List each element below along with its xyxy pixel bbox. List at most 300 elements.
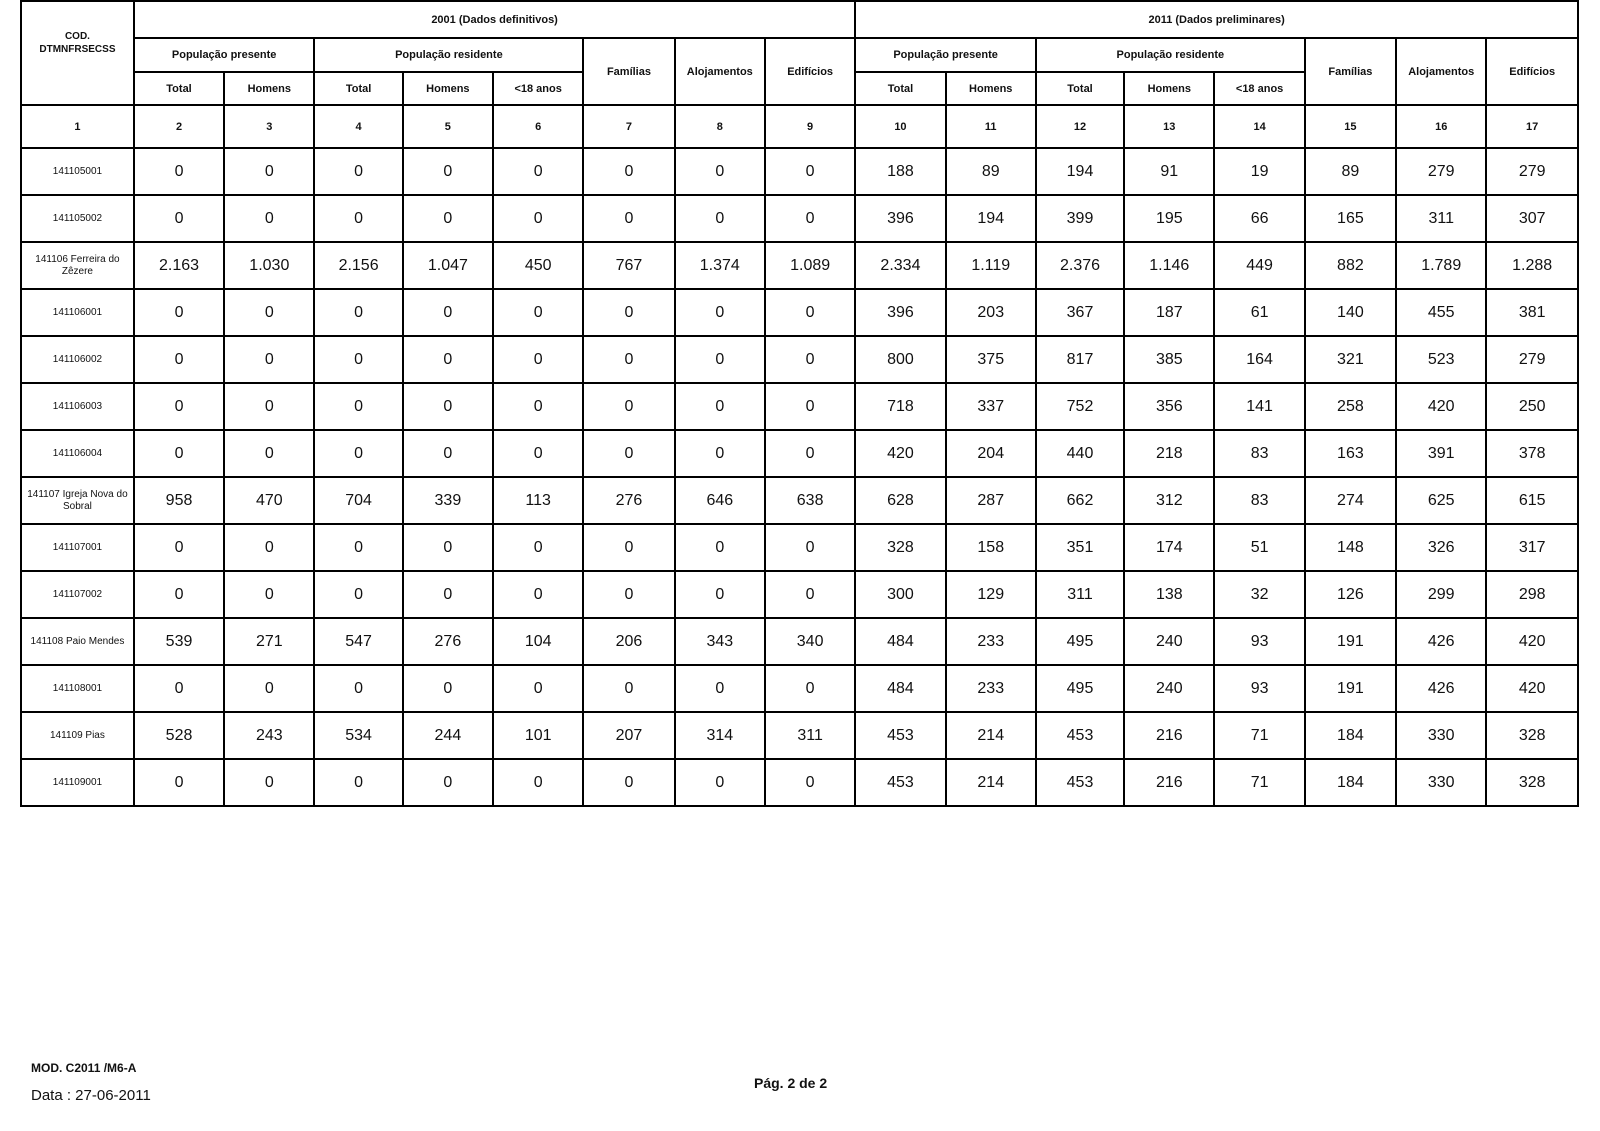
value-cell: 767: [583, 242, 674, 289]
value-cell: 1.374: [675, 242, 765, 289]
value-cell: 0: [765, 665, 855, 712]
value-cell: 381: [1486, 289, 1578, 336]
column-number-cell: 10: [855, 105, 945, 148]
value-cell: 0: [224, 195, 314, 242]
year-2011-header: 2011 (Dados preliminares): [855, 1, 1578, 38]
table-row: [21, 665, 1578, 712]
value-cell: 0: [675, 571, 765, 618]
value-cell: 216: [1124, 759, 1214, 806]
value-cell: 206: [583, 618, 674, 665]
cod-cell: 141107002: [21, 571, 134, 618]
census-table: [20, 0, 1579, 807]
column-number-cell: 4: [314, 105, 402, 148]
value-cell: 51: [1214, 524, 1304, 571]
table-row: [21, 289, 1578, 336]
value-cell: 0: [314, 524, 402, 571]
value-cell: 0: [765, 148, 855, 195]
value-cell: 330: [1396, 712, 1486, 759]
value-cell: 83: [1214, 430, 1304, 477]
table-row: [21, 430, 1578, 477]
value-cell: 317: [1486, 524, 1578, 571]
value-cell: 351: [1036, 524, 1124, 571]
value-cell: 2.156: [314, 242, 402, 289]
value-cell: 638: [765, 477, 855, 524]
value-cell: 0: [765, 195, 855, 242]
value-cell: 244: [403, 712, 493, 759]
value-cell: 271: [224, 618, 314, 665]
value-cell: 426: [1396, 665, 1486, 712]
cod-cell: 141106003: [21, 383, 134, 430]
value-cell: 0: [493, 430, 583, 477]
edificios-2011-header: Edifícios: [1486, 38, 1578, 105]
column-number-cell: 11: [946, 105, 1036, 148]
value-cell: 375: [946, 336, 1036, 383]
table-row: [21, 759, 1578, 806]
value-cell: 307: [1486, 195, 1578, 242]
value-cell: 420: [1486, 665, 1578, 712]
value-cell: 0: [134, 524, 224, 571]
cod-cell: 141106004: [21, 430, 134, 477]
table-row: [21, 383, 1578, 430]
value-cell: 174: [1124, 524, 1214, 571]
value-cell: 93: [1214, 618, 1304, 665]
column-number-cell: 16: [1396, 105, 1486, 148]
column-number-cell: 1: [21, 105, 134, 148]
value-cell: 625: [1396, 477, 1486, 524]
value-cell: 1.288: [1486, 242, 1578, 289]
value-cell: 328: [1486, 759, 1578, 806]
cod-column-header: [21, 1, 134, 105]
value-cell: 0: [403, 524, 493, 571]
value-cell: 279: [1396, 148, 1486, 195]
value-cell: 0: [675, 759, 765, 806]
value-cell: 340: [765, 618, 855, 665]
value-cell: 0: [583, 571, 674, 618]
cod-cell: 141107001: [21, 524, 134, 571]
residente-total-2011-header: Total: [1036, 72, 1124, 105]
cod-cell: 141106 Ferreira do Zêzere: [21, 242, 134, 289]
value-cell: 204: [946, 430, 1036, 477]
page-number: Pág. 2 de 2: [754, 1075, 828, 1091]
value-cell: 0: [224, 430, 314, 477]
value-cell: 311: [1396, 195, 1486, 242]
value-cell: 0: [583, 430, 674, 477]
value-cell: 495: [1036, 618, 1124, 665]
presente-total-2001-header: Total: [134, 72, 224, 105]
report-date: Data : 27-06-2011: [31, 1087, 151, 1104]
value-cell: 0: [493, 148, 583, 195]
value-cell: 240: [1124, 665, 1214, 712]
value-cell: 326: [1396, 524, 1486, 571]
value-cell: 0: [224, 336, 314, 383]
value-cell: 396: [855, 289, 945, 336]
value-cell: 523: [1396, 336, 1486, 383]
cod-cell: 141109 Pias: [21, 712, 134, 759]
value-cell: 420: [1486, 618, 1578, 665]
value-cell: 298: [1486, 571, 1578, 618]
residente-homens-2001-header: Homens: [403, 72, 493, 105]
value-cell: 0: [493, 524, 583, 571]
value-cell: 279: [1486, 148, 1578, 195]
value-cell: 191: [1305, 618, 1396, 665]
table-row: [21, 336, 1578, 383]
value-cell: 321: [1305, 336, 1396, 383]
cod-cell: 141108001: [21, 665, 134, 712]
value-cell: 0: [675, 148, 765, 195]
value-cell: 958: [134, 477, 224, 524]
value-cell: 0: [583, 148, 674, 195]
value-cell: 356: [1124, 383, 1214, 430]
value-cell: 0: [403, 665, 493, 712]
table-body: [21, 148, 1578, 806]
value-cell: 547: [314, 618, 402, 665]
value-cell: 194: [946, 195, 1036, 242]
value-cell: 207: [583, 712, 674, 759]
value-cell: 83: [1214, 477, 1304, 524]
value-cell: 187: [1124, 289, 1214, 336]
value-cell: 0: [765, 430, 855, 477]
value-cell: 0: [765, 289, 855, 336]
value-cell: 104: [493, 618, 583, 665]
column-number-cell: 14: [1214, 105, 1304, 148]
value-cell: 19: [1214, 148, 1304, 195]
cod-code-label: DTMNFRSECSS: [39, 44, 116, 55]
value-cell: 534: [314, 712, 402, 759]
column-number-cell: 5: [403, 105, 493, 148]
table-row: [21, 477, 1578, 524]
value-cell: 0: [675, 289, 765, 336]
presente-total-2011-header: Total: [855, 72, 945, 105]
column-number-cell: 2: [134, 105, 224, 148]
value-cell: 0: [583, 289, 674, 336]
value-cell: 391: [1396, 430, 1486, 477]
value-cell: 455: [1396, 289, 1486, 336]
value-cell: 0: [314, 383, 402, 430]
value-cell: 89: [946, 148, 1036, 195]
table-row: [21, 148, 1578, 195]
value-cell: 1.089: [765, 242, 855, 289]
value-cell: 704: [314, 477, 402, 524]
model-code: MOD. C2011 /M6-A: [31, 1061, 137, 1075]
value-cell: 2.334: [855, 242, 945, 289]
value-cell: 0: [403, 289, 493, 336]
value-cell: 339: [403, 477, 493, 524]
value-cell: 800: [855, 336, 945, 383]
value-cell: 0: [224, 289, 314, 336]
value-cell: 0: [314, 430, 402, 477]
value-cell: 539: [134, 618, 224, 665]
value-cell: 440: [1036, 430, 1124, 477]
value-cell: 0: [493, 383, 583, 430]
value-cell: 2.163: [134, 242, 224, 289]
value-cell: 0: [224, 524, 314, 571]
alojamentos-2001-header: Alojamentos: [675, 38, 765, 105]
value-cell: 1.146: [1124, 242, 1214, 289]
value-cell: 0: [314, 571, 402, 618]
value-cell: 0: [314, 759, 402, 806]
column-number-cell: 15: [1305, 105, 1396, 148]
value-cell: 662: [1036, 477, 1124, 524]
value-cell: 311: [1036, 571, 1124, 618]
alojamentos-2011-header: Alojamentos: [1396, 38, 1486, 105]
presente-homens-2011-header: Homens: [946, 72, 1036, 105]
value-cell: 1.119: [946, 242, 1036, 289]
cod-cell: 141109001: [21, 759, 134, 806]
value-cell: 279: [1486, 336, 1578, 383]
value-cell: 71: [1214, 759, 1304, 806]
pop-presente-2001-header: População presente: [134, 38, 315, 72]
value-cell: 453: [1036, 712, 1124, 759]
value-cell: 66: [1214, 195, 1304, 242]
residente-menores-2001-header: <18 anos: [493, 72, 583, 105]
value-cell: 0: [675, 195, 765, 242]
value-cell: 0: [224, 759, 314, 806]
column-number-cell: 8: [675, 105, 765, 148]
column-number-cell: 13: [1124, 105, 1214, 148]
value-cell: 0: [675, 383, 765, 430]
value-cell: 0: [134, 759, 224, 806]
value-cell: 718: [855, 383, 945, 430]
value-cell: 484: [855, 618, 945, 665]
edificios-2001-header: Edifícios: [765, 38, 855, 105]
value-cell: 0: [675, 336, 765, 383]
value-cell: 453: [855, 712, 945, 759]
value-cell: 0: [134, 336, 224, 383]
value-cell: 385: [1124, 336, 1214, 383]
column-number-cell: 12: [1036, 105, 1124, 148]
value-cell: 276: [583, 477, 674, 524]
value-cell: 0: [583, 759, 674, 806]
value-cell: 0: [583, 524, 674, 571]
value-cell: 0: [314, 148, 402, 195]
value-cell: 1.047: [403, 242, 493, 289]
value-cell: 453: [1036, 759, 1124, 806]
value-cell: 484: [855, 665, 945, 712]
value-cell: 32: [1214, 571, 1304, 618]
value-cell: 337: [946, 383, 1036, 430]
value-cell: 628: [855, 477, 945, 524]
value-cell: 0: [134, 430, 224, 477]
value-cell: 1.030: [224, 242, 314, 289]
value-cell: 164: [1214, 336, 1304, 383]
value-cell: 300: [855, 571, 945, 618]
value-cell: 188: [855, 148, 945, 195]
value-cell: 91: [1124, 148, 1214, 195]
value-cell: 250: [1486, 383, 1578, 430]
pop-residente-2001-header: População residente: [314, 38, 583, 72]
table-row: [21, 712, 1578, 759]
value-cell: 752: [1036, 383, 1124, 430]
value-cell: 214: [946, 712, 1036, 759]
value-cell: 0: [675, 430, 765, 477]
value-cell: 0: [675, 524, 765, 571]
column-number-cell: 7: [583, 105, 674, 148]
table-row: [21, 618, 1578, 665]
table-row: [21, 571, 1578, 618]
value-cell: 0: [403, 571, 493, 618]
residente-total-2001-header: Total: [314, 72, 402, 105]
value-cell: 0: [765, 524, 855, 571]
cod-cell: 141106002: [21, 336, 134, 383]
value-cell: 0: [583, 336, 674, 383]
residente-homens-2011-header: Homens: [1124, 72, 1214, 105]
value-cell: 399: [1036, 195, 1124, 242]
value-cell: 89: [1305, 148, 1396, 195]
value-cell: 0: [403, 336, 493, 383]
value-cell: 299: [1396, 571, 1486, 618]
value-cell: 195: [1124, 195, 1214, 242]
value-cell: 216: [1124, 712, 1214, 759]
value-cell: 0: [765, 759, 855, 806]
value-cell: 314: [675, 712, 765, 759]
value-cell: 0: [583, 383, 674, 430]
value-cell: 240: [1124, 618, 1214, 665]
value-cell: 203: [946, 289, 1036, 336]
table-row: [21, 242, 1578, 289]
value-cell: 214: [946, 759, 1036, 806]
value-cell: 0: [134, 148, 224, 195]
value-cell: 0: [493, 336, 583, 383]
cod-cell: 141105002: [21, 195, 134, 242]
value-cell: 0: [314, 195, 402, 242]
value-cell: 191: [1305, 665, 1396, 712]
year-2001-header: 2001 (Dados definitivos): [134, 1, 855, 38]
value-cell: 882: [1305, 242, 1396, 289]
value-cell: 0: [134, 665, 224, 712]
value-cell: 0: [583, 195, 674, 242]
value-cell: 367: [1036, 289, 1124, 336]
table-row: [21, 195, 1578, 242]
value-cell: 158: [946, 524, 1036, 571]
value-cell: 0: [314, 289, 402, 336]
value-cell: 0: [134, 383, 224, 430]
value-cell: 0: [493, 571, 583, 618]
value-cell: 0: [493, 195, 583, 242]
familias-2011-header: Famílias: [1305, 38, 1396, 105]
value-cell: 129: [946, 571, 1036, 618]
value-cell: 0: [493, 759, 583, 806]
pop-presente-2011-header: População presente: [855, 38, 1036, 72]
value-cell: 426: [1396, 618, 1486, 665]
value-cell: 0: [765, 571, 855, 618]
value-cell: 378: [1486, 430, 1578, 477]
value-cell: 218: [1124, 430, 1214, 477]
value-cell: 0: [134, 195, 224, 242]
value-cell: 615: [1486, 477, 1578, 524]
value-cell: 2.376: [1036, 242, 1124, 289]
presente-homens-2001-header: Homens: [224, 72, 314, 105]
value-cell: 0: [224, 383, 314, 430]
value-cell: 71: [1214, 712, 1304, 759]
familias-2001-header: Famílias: [583, 38, 674, 105]
value-cell: 276: [403, 618, 493, 665]
value-cell: 420: [1396, 383, 1486, 430]
value-cell: 0: [403, 383, 493, 430]
value-cell: 258: [1305, 383, 1396, 430]
value-cell: 312: [1124, 477, 1214, 524]
value-cell: 646: [675, 477, 765, 524]
residente-menores-2011-header: <18 anos: [1214, 72, 1304, 105]
value-cell: 61: [1214, 289, 1304, 336]
value-cell: 113: [493, 477, 583, 524]
cod-cell: 141107 Igreja Nova do Sobral: [21, 477, 134, 524]
value-cell: 0: [403, 430, 493, 477]
value-cell: 0: [224, 571, 314, 618]
value-cell: 328: [855, 524, 945, 571]
value-cell: 343: [675, 618, 765, 665]
value-cell: 0: [314, 336, 402, 383]
value-cell: 0: [403, 759, 493, 806]
value-cell: 396: [855, 195, 945, 242]
table-row: [21, 524, 1578, 571]
value-cell: 93: [1214, 665, 1304, 712]
cod-cell: 141105001: [21, 148, 134, 195]
value-cell: 274: [1305, 477, 1396, 524]
column-number-cell: 9: [765, 105, 855, 148]
value-cell: 0: [224, 665, 314, 712]
value-cell: 101: [493, 712, 583, 759]
value-cell: 0: [314, 665, 402, 712]
value-cell: 126: [1305, 571, 1396, 618]
value-cell: 420: [855, 430, 945, 477]
value-cell: 311: [765, 712, 855, 759]
cod-cell: 141106001: [21, 289, 134, 336]
value-cell: 0: [134, 289, 224, 336]
value-cell: 0: [765, 383, 855, 430]
value-cell: 817: [1036, 336, 1124, 383]
value-cell: 0: [134, 571, 224, 618]
value-cell: 450: [493, 242, 583, 289]
value-cell: 470: [224, 477, 314, 524]
value-cell: 233: [946, 665, 1036, 712]
value-cell: 528: [134, 712, 224, 759]
value-cell: 0: [403, 148, 493, 195]
value-cell: 163: [1305, 430, 1396, 477]
value-cell: 1.789: [1396, 242, 1486, 289]
value-cell: 138: [1124, 571, 1214, 618]
pop-residente-2011-header: População residente: [1036, 38, 1305, 72]
value-cell: 449: [1214, 242, 1304, 289]
value-cell: 453: [855, 759, 945, 806]
value-cell: 0: [583, 665, 674, 712]
cod-cell: 141108 Paio Mendes: [21, 618, 134, 665]
value-cell: 330: [1396, 759, 1486, 806]
value-cell: 165: [1305, 195, 1396, 242]
value-cell: 148: [1305, 524, 1396, 571]
value-cell: 287: [946, 477, 1036, 524]
value-cell: 0: [403, 195, 493, 242]
column-number-cell: 17: [1486, 105, 1578, 148]
column-number-row: [21, 105, 1578, 148]
value-cell: 243: [224, 712, 314, 759]
value-cell: 184: [1305, 759, 1396, 806]
cod-label: COD.: [64, 31, 90, 42]
value-cell: 140: [1305, 289, 1396, 336]
value-cell: 495: [1036, 665, 1124, 712]
value-cell: 0: [493, 665, 583, 712]
value-cell: 328: [1486, 712, 1578, 759]
value-cell: 194: [1036, 148, 1124, 195]
column-number-cell: 3: [224, 105, 314, 148]
value-cell: 0: [493, 289, 583, 336]
value-cell: 0: [765, 336, 855, 383]
value-cell: 0: [224, 148, 314, 195]
value-cell: 184: [1305, 712, 1396, 759]
value-cell: 141: [1214, 383, 1304, 430]
value-cell: 0: [675, 665, 765, 712]
column-number-cell: 6: [493, 105, 583, 148]
value-cell: 233: [946, 618, 1036, 665]
